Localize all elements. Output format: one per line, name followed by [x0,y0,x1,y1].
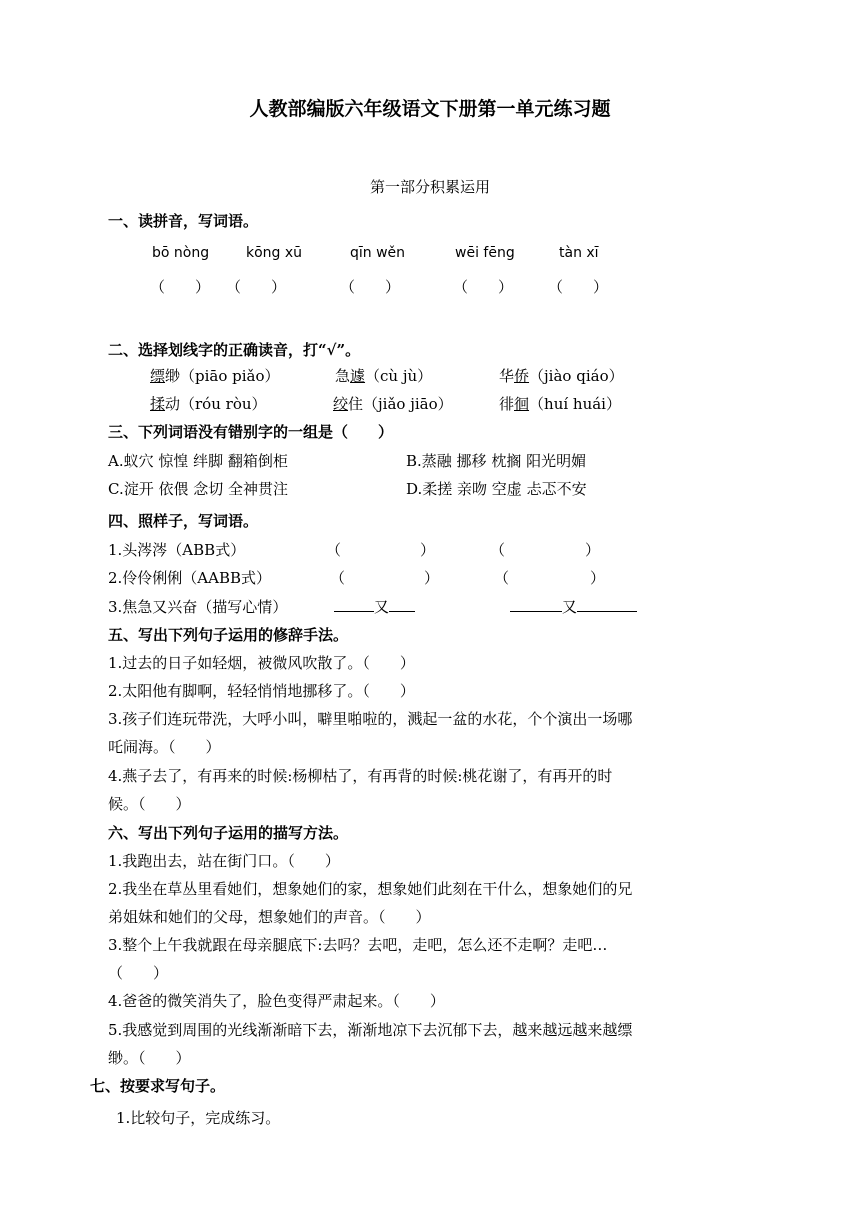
choice-c: C.淀开 依偎 念切 全神贯注 [108,480,289,498]
answer-blank-1[interactable]: （ ） [150,278,211,296]
description-q3: 3.整个上午我就跟在母亲腿底下:去吗？去吧，走吧，怎么还不走啊？走吧… [108,936,608,954]
answer-blank-2[interactable]: （ ） [226,278,287,296]
pinyin-4: wēi fēng [455,245,515,261]
choice-d: D.柔搓 亲吻 空虚 忐忑不安 [406,480,587,498]
answer-blank-5[interactable]: （ ） [548,278,609,296]
part-title: 第一部分积累运用 [369,178,490,196]
fill-blank-pair-2[interactable]: 又 [510,596,637,617]
fill-blank-pair-1[interactable]: 又 [334,596,415,617]
section-2-heading: 二、选择划线字的正确读音，打“√”。 [108,341,361,359]
choice-b: B.蒸融 挪移 枕搁 阳光明媚 [406,452,587,470]
word-pattern-3: 3.焦急又兴奋（描写心情） [108,598,288,616]
description-q5-cont: 缈。（ ） [108,1049,191,1067]
reading-item-6: 徘徊（huí huái） [499,395,621,413]
page-title: 人教部编版六年级语文下册第一单元练习题 [249,98,611,120]
description-q2-cont: 弟姐妹和她们的父母，想象她们的声音。（ ） [108,908,431,926]
underlined-char: 徊 [514,395,530,413]
reading-item-5: 绞住（jiǎo jiāo） [333,395,453,413]
sentence-task-1: 1.比较句子，完成练习。 [116,1109,281,1127]
reading-item-4: 揉动（róu ròu） [150,395,267,413]
pinyin-5: tàn xī [559,245,599,261]
description-q4: 4.爸爸的微笑消失了，脸色变得严肃起来。（ ） [108,992,445,1010]
section-4-heading: 四、照样子，写词语。 [108,512,259,530]
section-5-heading: 五、写出下列句子运用的修辞手法。 [108,626,349,644]
rhetoric-q2: 2.太阳他有脚啊，轻轻悄悄地挪移了。（ ） [108,682,415,700]
word-pattern-2: 2.伶伶俐俐（AABB式） [108,569,272,587]
underlined-char: 揉 [150,395,166,413]
answer-blank-3[interactable]: （ ） [340,278,401,296]
underlined-char: 遽 [350,367,366,385]
underlined-char: 缥 [150,367,166,385]
underlined-char: 绞 [333,395,349,413]
description-q5: 5.我感觉到周围的光线渐渐暗下去，渐渐地凉下去沉郁下去，越来越远越来越缥 [108,1021,633,1039]
pinyin-2: kōng xū [246,245,303,261]
rhetoric-q1: 1.过去的日子如轻烟，被微风吹散了。（ ） [108,654,415,672]
description-q1: 1.我跑出去，站在街门口。（ ） [108,852,340,870]
section-6-heading: 六、写出下列句子运用的描写方法。 [108,824,349,842]
description-q2: 2.我坐在草丛里看她们，想象她们的家，想象她们此刻在干什么，想象她们的兄 [108,880,633,898]
section-3-heading: 三、下列词语没有错别字的一组是（ ） [108,423,394,441]
pinyin-1: bō nòng [152,245,210,261]
description-q3-cont: （ ） [108,964,169,982]
section-7-heading: 七、按要求写句子。 [90,1077,226,1095]
answer-blank-4[interactable]: （ ） [453,278,514,296]
choice-a: A.蚁穴 惊惶 绊脚 翻箱倒柜 [108,452,288,470]
word-pattern-1: 1.头涔涔（ABB式） [108,541,246,559]
rhetoric-q4: 4.燕子去了，有再来的时候:杨柳枯了，有再背的时候:桃花谢了，有再开的时 [108,767,613,785]
rhetoric-q4-cont: 候。（ ） [108,795,191,813]
reading-item-1: 缥缈（piāo piǎo） [150,367,280,385]
rhetoric-q3-cont: 吒闹海。（ ） [108,738,221,756]
rhetoric-q3: 3.孩子们连玩带洗，大呼小叫，噼里啪啦的，溅起一盆的水花，个个演出一场哪 [108,710,633,728]
pinyin-3: qīn wěn [350,245,406,261]
section-1-heading: 一、读拼音，写词语。 [108,212,259,230]
reading-item-2: 急遽（cù jù） [335,367,433,385]
reading-item-3: 华侨（jiào qiáo） [499,367,624,385]
underlined-char: 侨 [514,367,530,385]
